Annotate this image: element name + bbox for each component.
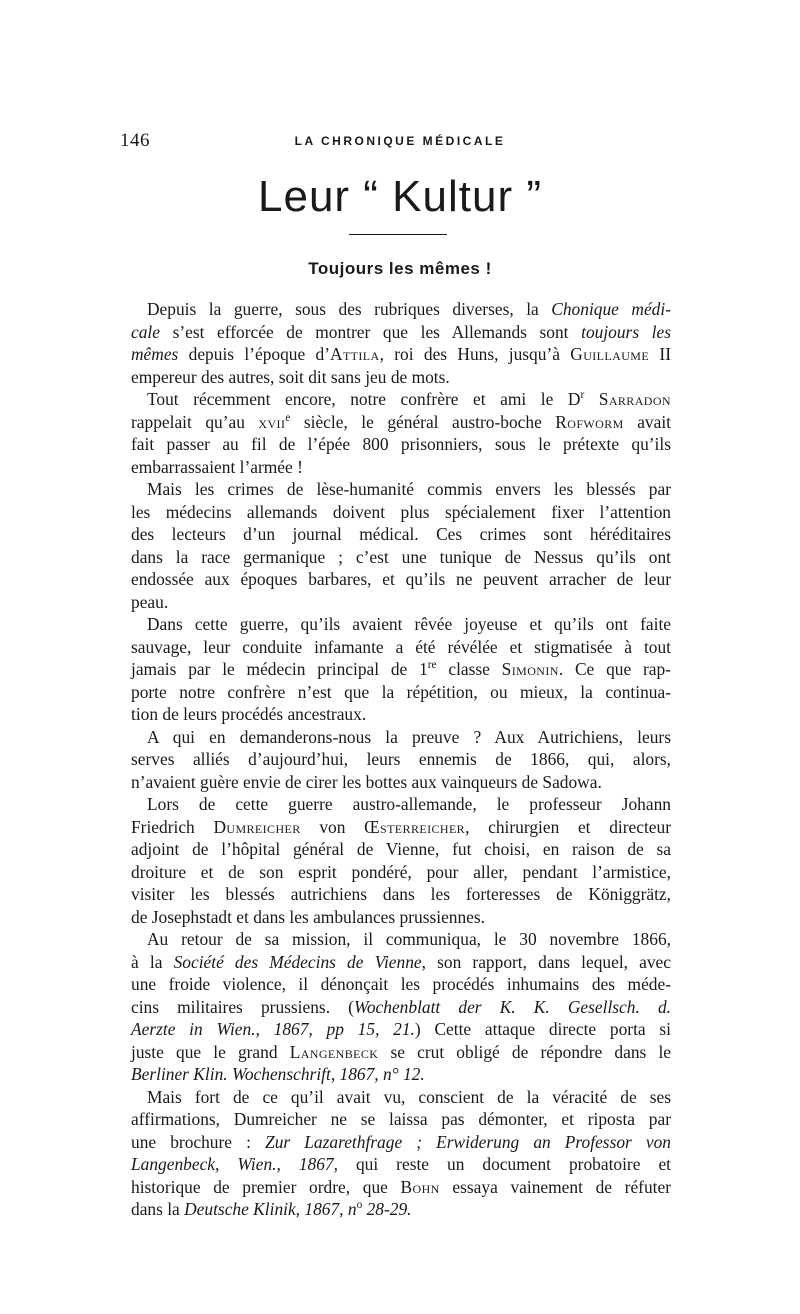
page-number: 146 [120,130,150,151]
text-line [131,456,671,479]
text-line [131,883,671,906]
text-segment: Rofworm [555,411,624,432]
text-segment: n’avaient guère envie de cirer les bottes aux vainqueurs de Sadowa. [131,771,602,792]
text-segment: Langenbeck, Wien., 1867, [131,1154,338,1174]
text-line [131,658,671,681]
text-line [131,321,671,344]
text-line [131,433,671,456]
text-segment: Chonique médi- [551,299,671,319]
text-segment: historique de premier ordre, que [131,1176,401,1197]
text-segment: Aerzte in Wien., 1867, pp 15, 21. [131,1019,415,1039]
text-line [131,681,671,704]
text-segment: empereur des autres, soit dit sans jeu de mots. [131,366,450,387]
text-segment: o [356,1199,363,1212]
text-segment: porte notre confrère n’est que la répétition, ou mieux, la continua- [131,681,671,702]
text-line [131,996,671,1019]
text-segment: dans la [131,1199,185,1219]
text-segment: de Josephstadt et dans les ambulances prussiennes. [131,906,486,927]
text-segment: des lecteurs d’un journal médical. Ces crimes sont héréditaires [131,524,671,544]
text-line [131,973,671,996]
text-line [131,478,671,501]
text-segment: Mais les crimes de lèse-humanité commis envers les blessés par [147,479,671,499]
text-line [131,861,671,884]
text-line [131,546,671,569]
text-segment: ) Cette attaque directe porta si [414,1019,671,1039]
text-segment: classe [436,659,502,679]
title-divider [349,234,447,235]
paragraph [131,298,671,388]
text-segment: Société des Médecins de Vienne [173,951,422,972]
text-segment: à la [131,951,174,972]
text-line [131,771,671,794]
article-title: Leur “ Kultur ” [258,172,542,221]
text-line [131,298,671,321]
text-segment: rappelait qu’au [131,411,259,432]
text-segment: Sarradon [598,389,671,409]
text-line [131,906,671,929]
text-segment: sauvage, leur conduite infamante a été révélée et stigmatisée à tout [131,636,671,657]
text-line [131,613,671,636]
text-segment: e [285,411,291,424]
text-segment: r [580,389,585,402]
text-segment: siècle, le général austro-boche [290,411,556,432]
text-line [131,523,671,546]
text-segment: Tout récemment encore, notre confrère et ami le D [147,389,581,409]
text-segment: une froide violence, il dénonçait les procédés inhumains des méde- [131,974,671,994]
text-segment: peau. [131,591,169,612]
text-segment: se crut obligé de répondre dans le [378,1041,671,1062]
text-line [131,1108,671,1131]
text-line [131,636,671,659]
text-line [131,816,671,839]
text-segment: essaya vainement de réfuter [439,1176,671,1197]
text-segment: Langenbeck [289,1041,379,1062]
paragraph [131,726,671,794]
paragraph [131,928,671,1086]
text-segment: , roi des Huns, jusqu’à [379,344,571,364]
text-segment: Berliner Klin. Wochenschrift, 1867, n° 12. [131,1064,425,1084]
text-line [131,411,671,434]
text-segment: xvii [258,411,286,432]
text-segment: Zur Lazarethfrage ; Erwiderung an Professor von [265,1131,671,1152]
text-segment: une brochure : [131,1131,266,1152]
text-segment: jamais par le médecin principal de 1 [131,659,428,679]
text-segment: Simonin [501,659,559,679]
text-segment: mêmes [131,344,179,364]
text-line [131,343,671,366]
text-segment: Œsterreicher [364,816,466,837]
text-segment: Dans cette guerre, qu’ils avaient rêvée joyeuse et qu’ils ont faite [147,614,671,634]
text-line [131,388,671,411]
text-segment: serves alliés d’aujourd’hui, leurs ennemis de 1866, qui, alors, [131,749,671,769]
text-segment: II [649,344,671,364]
text-segment: Friedrich [131,816,214,837]
text-line [131,748,671,771]
text-line [131,501,671,524]
text-line [131,568,671,591]
text-segment: A qui en demanderons-nous la preuve ? Aux Autrichiens, leurs [147,726,671,747]
text-segment: s’est efforcée de montrer que les Allemands sont [159,321,582,342]
text-segment: von [300,816,365,837]
text-segment: , chirurgien et directeur [465,816,671,837]
text-line [131,838,671,861]
text-segment: Au retour de sa mission, il communiqua, le 30 novembre 1866, [147,929,671,949]
text-segment: cins militaires prussiens. ( [131,996,354,1017]
text-segment [584,389,599,409]
text-segment: Depuis la guerre, sous des rubriques diverses, la [147,299,552,319]
text-segment: droiture et de son esprit pondéré, pour aller, pendant l’armistice, [131,861,671,882]
text-segment: , son rapport, dans lequel, avec [421,951,671,972]
text-segment: Wochenblatt der K. K. Gesellsch. d. [353,996,671,1017]
text-line [131,1041,671,1064]
text-segment: dans la race germanique ; c’est une tunique de Nessus qu’ils ont [131,546,671,567]
text-segment: tion de leurs procédés ancestraux. [131,704,367,724]
text-segment: Bohn [400,1176,440,1197]
text-segment: 28-29. [362,1199,412,1219]
text-line [131,1018,671,1041]
text-line [131,591,671,614]
text-segment: qui reste un document probatoire et [337,1154,671,1174]
text-line [131,1131,671,1154]
text-segment: endossée aux époques barbares, et qu’ils ne peuvent arracher de leur [131,569,671,589]
text-segment: adjoint de l’hôpital général de Vienne, fut choisi, en raison de sa [131,839,671,859]
text-line [131,726,671,749]
text-segment: Lors de cette guerre austro-allemande, le professeur Johann [147,794,671,814]
text-line [131,1063,671,1086]
text-segment: Guillaume [570,344,650,364]
article-subtitle: Toujours les mêmes ! [308,259,492,278]
running-title: LA CHRONIQUE MÉDICALE [294,134,506,148]
paragraph [131,793,671,928]
text-segment: depuis l’époque d’ [178,344,330,364]
text-line [131,793,671,816]
text-segment: cale [131,321,160,342]
text-line [131,1176,671,1199]
text-segment: embarrassaient l’armée ! [131,456,303,477]
text-line [131,703,671,726]
paragraph [131,478,671,613]
paragraph [131,388,671,478]
text-line [131,1198,671,1221]
text-line [131,1086,671,1109]
text-segment: re [427,659,437,672]
text-segment: fait passer au fil de l’épée 800 prisonniers, sous le prétexte qu’ils [131,434,671,454]
text-segment: avait [623,411,671,432]
text-segment: les médecins allemands doivent plus spécialement fixer l’attention [131,501,671,522]
text-line [131,366,671,389]
text-segment: Deutsche Klinik, 1867, n [184,1199,357,1219]
text-segment: Attila [329,344,380,364]
text-segment: Mais fort de ce qu’il avait vu, conscient de la véracité de ses [147,1086,671,1107]
text-segment: visiter les blessés autrichiens dans les forteresses de Königgrätz, [131,884,671,904]
text-segment: toujours les [581,321,672,342]
text-segment: affirmations, Dumreicher ne se laissa pas démonter, et riposta par [131,1109,671,1129]
text-line [131,951,671,974]
text-line [131,928,671,951]
text-segment: Dumreicher [213,816,301,837]
text-segment: . Ce que rap- [558,659,671,679]
paragraph [131,613,671,726]
article-body [131,298,671,1221]
text-line [131,1153,671,1176]
paragraph [131,1086,671,1221]
text-segment: juste que le grand [131,1041,290,1062]
